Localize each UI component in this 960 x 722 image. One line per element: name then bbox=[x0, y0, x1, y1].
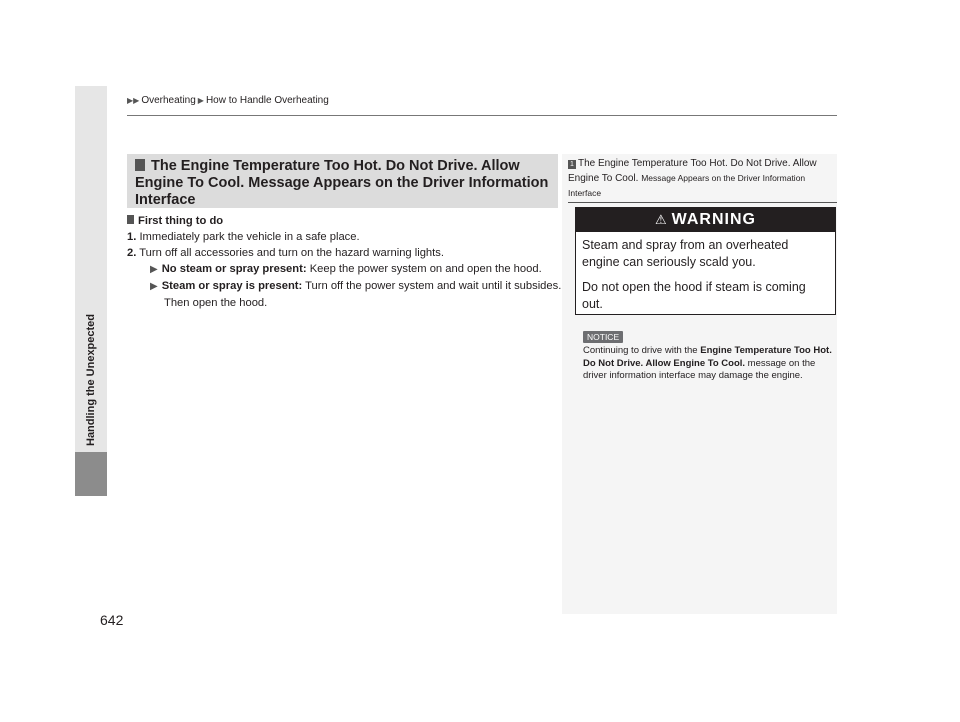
bullet-arrow-icon: ▶ bbox=[150, 264, 158, 275]
bullet-item: ▶ Steam or spray is present: Turn off the power system and wait until it subsides. Then open the hood. bbox=[150, 280, 562, 309]
ref-number-badge: 1 bbox=[568, 160, 576, 169]
subheading: First thing to do bbox=[127, 213, 567, 229]
breadcrumb bbox=[127, 95, 329, 106]
heading-square-icon bbox=[135, 159, 145, 171]
step-item: 1. Immediately park the vehicle in a safe place. bbox=[127, 231, 360, 243]
warning-header: ⚠ WARNING bbox=[576, 208, 835, 232]
warning-body bbox=[576, 232, 835, 313]
subheading-square-icon bbox=[127, 215, 134, 224]
sidebar-divider bbox=[568, 202, 837, 203]
warning-triangle-icon: ⚠ bbox=[655, 212, 668, 227]
warning-line: Do not open the hood if steam is coming out. bbox=[582, 280, 806, 311]
side-tab-label: Handling the Unexpected bbox=[85, 313, 97, 446]
breadcrumb-part2[interactable]: How to Handle Overheating bbox=[205, 95, 329, 106]
step-item: 2. Turn off all accessories and turn on the hazard warning lights. bbox=[127, 247, 444, 259]
sidebar-title: 1 The Engine Temperature Too Hot. Do Not Drive. Allow Engine To Cool. Message Appears on the Driver Information Interface bbox=[568, 158, 817, 198]
breadcrumb-arrow-icon: ▶ bbox=[197, 96, 204, 105]
main-content bbox=[127, 213, 567, 311]
header-divider bbox=[127, 115, 837, 116]
warning-line: Steam and spray from an overheated engine can seriously scald you. bbox=[582, 238, 789, 269]
notice-text: Continuing to drive with the Engine Temperature Too Hot. Do Not Drive. Allow Engine To Cool. message on the driver information interface may damage the engine. bbox=[583, 345, 832, 381]
bullet-item: ▶ No steam or spray present: Keep the power system on and open the hood. bbox=[150, 263, 542, 275]
breadcrumb-part1[interactable]: Overheating bbox=[141, 95, 196, 106]
bullet-arrow-icon: ▶ bbox=[150, 281, 158, 292]
notice-badge: NOTICE bbox=[583, 331, 623, 343]
page-number: 642 bbox=[100, 612, 124, 628]
section-heading-box bbox=[127, 154, 558, 208]
section-heading: The Engine Temperature Too Hot. Do Not Drive. Allow Engine To Cool. Message Appears on the Driver Information Interface bbox=[135, 158, 549, 208]
breadcrumb-arrow-icon: ▶▶ bbox=[127, 96, 140, 105]
side-tab-marker bbox=[75, 452, 107, 496]
warning-box bbox=[575, 207, 836, 315]
